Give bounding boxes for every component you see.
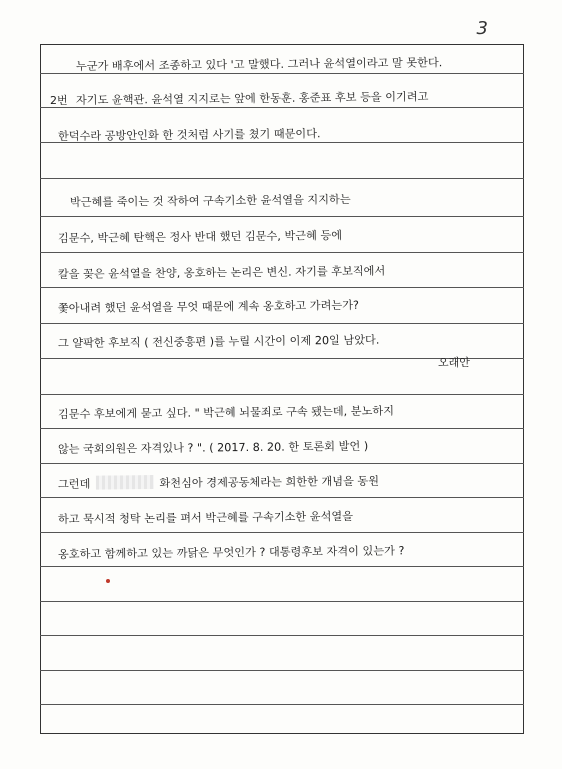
letter-line-13-start: 그런데 (57, 477, 91, 492)
letter-line-3: 한덕수라 공방안인화 한 것처럼 사기를 쳤기 때문이다. (57, 127, 321, 144)
ink-dot (106, 579, 110, 583)
rule (40, 670, 524, 671)
rule (40, 463, 524, 464)
rule (40, 601, 524, 602)
letter-line-15: 옹호하고 함께하고 있는 까닭은 무엇인가 ? 대통령후보 자격이 있는가 ? (57, 544, 405, 562)
letter-line-8: 쫓아내려 했던 윤석열을 무엇 때문에 계속 옹호하고 가려는가? (57, 298, 359, 316)
rule (40, 323, 524, 324)
page-number: 3 (476, 18, 488, 39)
margin-label: 2번 (50, 94, 68, 107)
letter-line-11: 김문수 후보에게 묻고 싶다. " 박근혜 뇌물죄로 구속 됐는데, 분노하지 (57, 404, 395, 422)
rule (40, 216, 524, 217)
rule (40, 497, 524, 498)
inserted-note: 오래안 (438, 356, 470, 369)
rule (40, 252, 524, 253)
ruled-lines (40, 44, 524, 734)
letter-line-14: 하고 묵시적 청탁 논리를 펴서 박근혜를 구속기소한 윤석열을 (57, 509, 354, 527)
rule (40, 704, 524, 705)
letter-line-12: 않는 국회의원은 자격있나 ? ". ( 2017. 8. 20. 한 토론회 발언 ) (57, 439, 369, 457)
rule (40, 287, 524, 288)
rule (40, 566, 524, 567)
letter-line-9: 그 얄팍한 후보직 ( 전신중흥편 )를 누릴 시간이 이제 20일 남았다. (57, 333, 380, 351)
rule (40, 178, 524, 179)
redaction-block (96, 475, 154, 490)
letter-line-1: 누군가 배후에서 조종하고 있다 '고 말했다. 그러나 윤석열이라고 말 못한다. (75, 56, 443, 74)
rule (40, 394, 524, 395)
letter-line-7: 칼을 꽂은 윤석열을 찬양, 옹호하는 논리은 변신. 자기를 후보직에서 (57, 264, 386, 282)
letter-line-2: 자기도 윤핵관. 윤석열 지지로는 앞에 한동훈. 홍준표 후보 등을 이기려고 (75, 90, 429, 108)
rule (40, 428, 524, 429)
rule (40, 532, 524, 533)
letter-line-6: 김문수, 박근혜 탄핵은 정사 반대 했던 김문수, 박근혜 등에 (57, 229, 343, 246)
rule (40, 635, 524, 636)
letter-line-5: 박근혜를 죽이는 것 작하여 구속기소한 윤석열을 지지하는 (69, 193, 351, 210)
letter-line-13-end: 화천심아 경제공동체라는 희한한 개념을 동원 (159, 474, 380, 490)
